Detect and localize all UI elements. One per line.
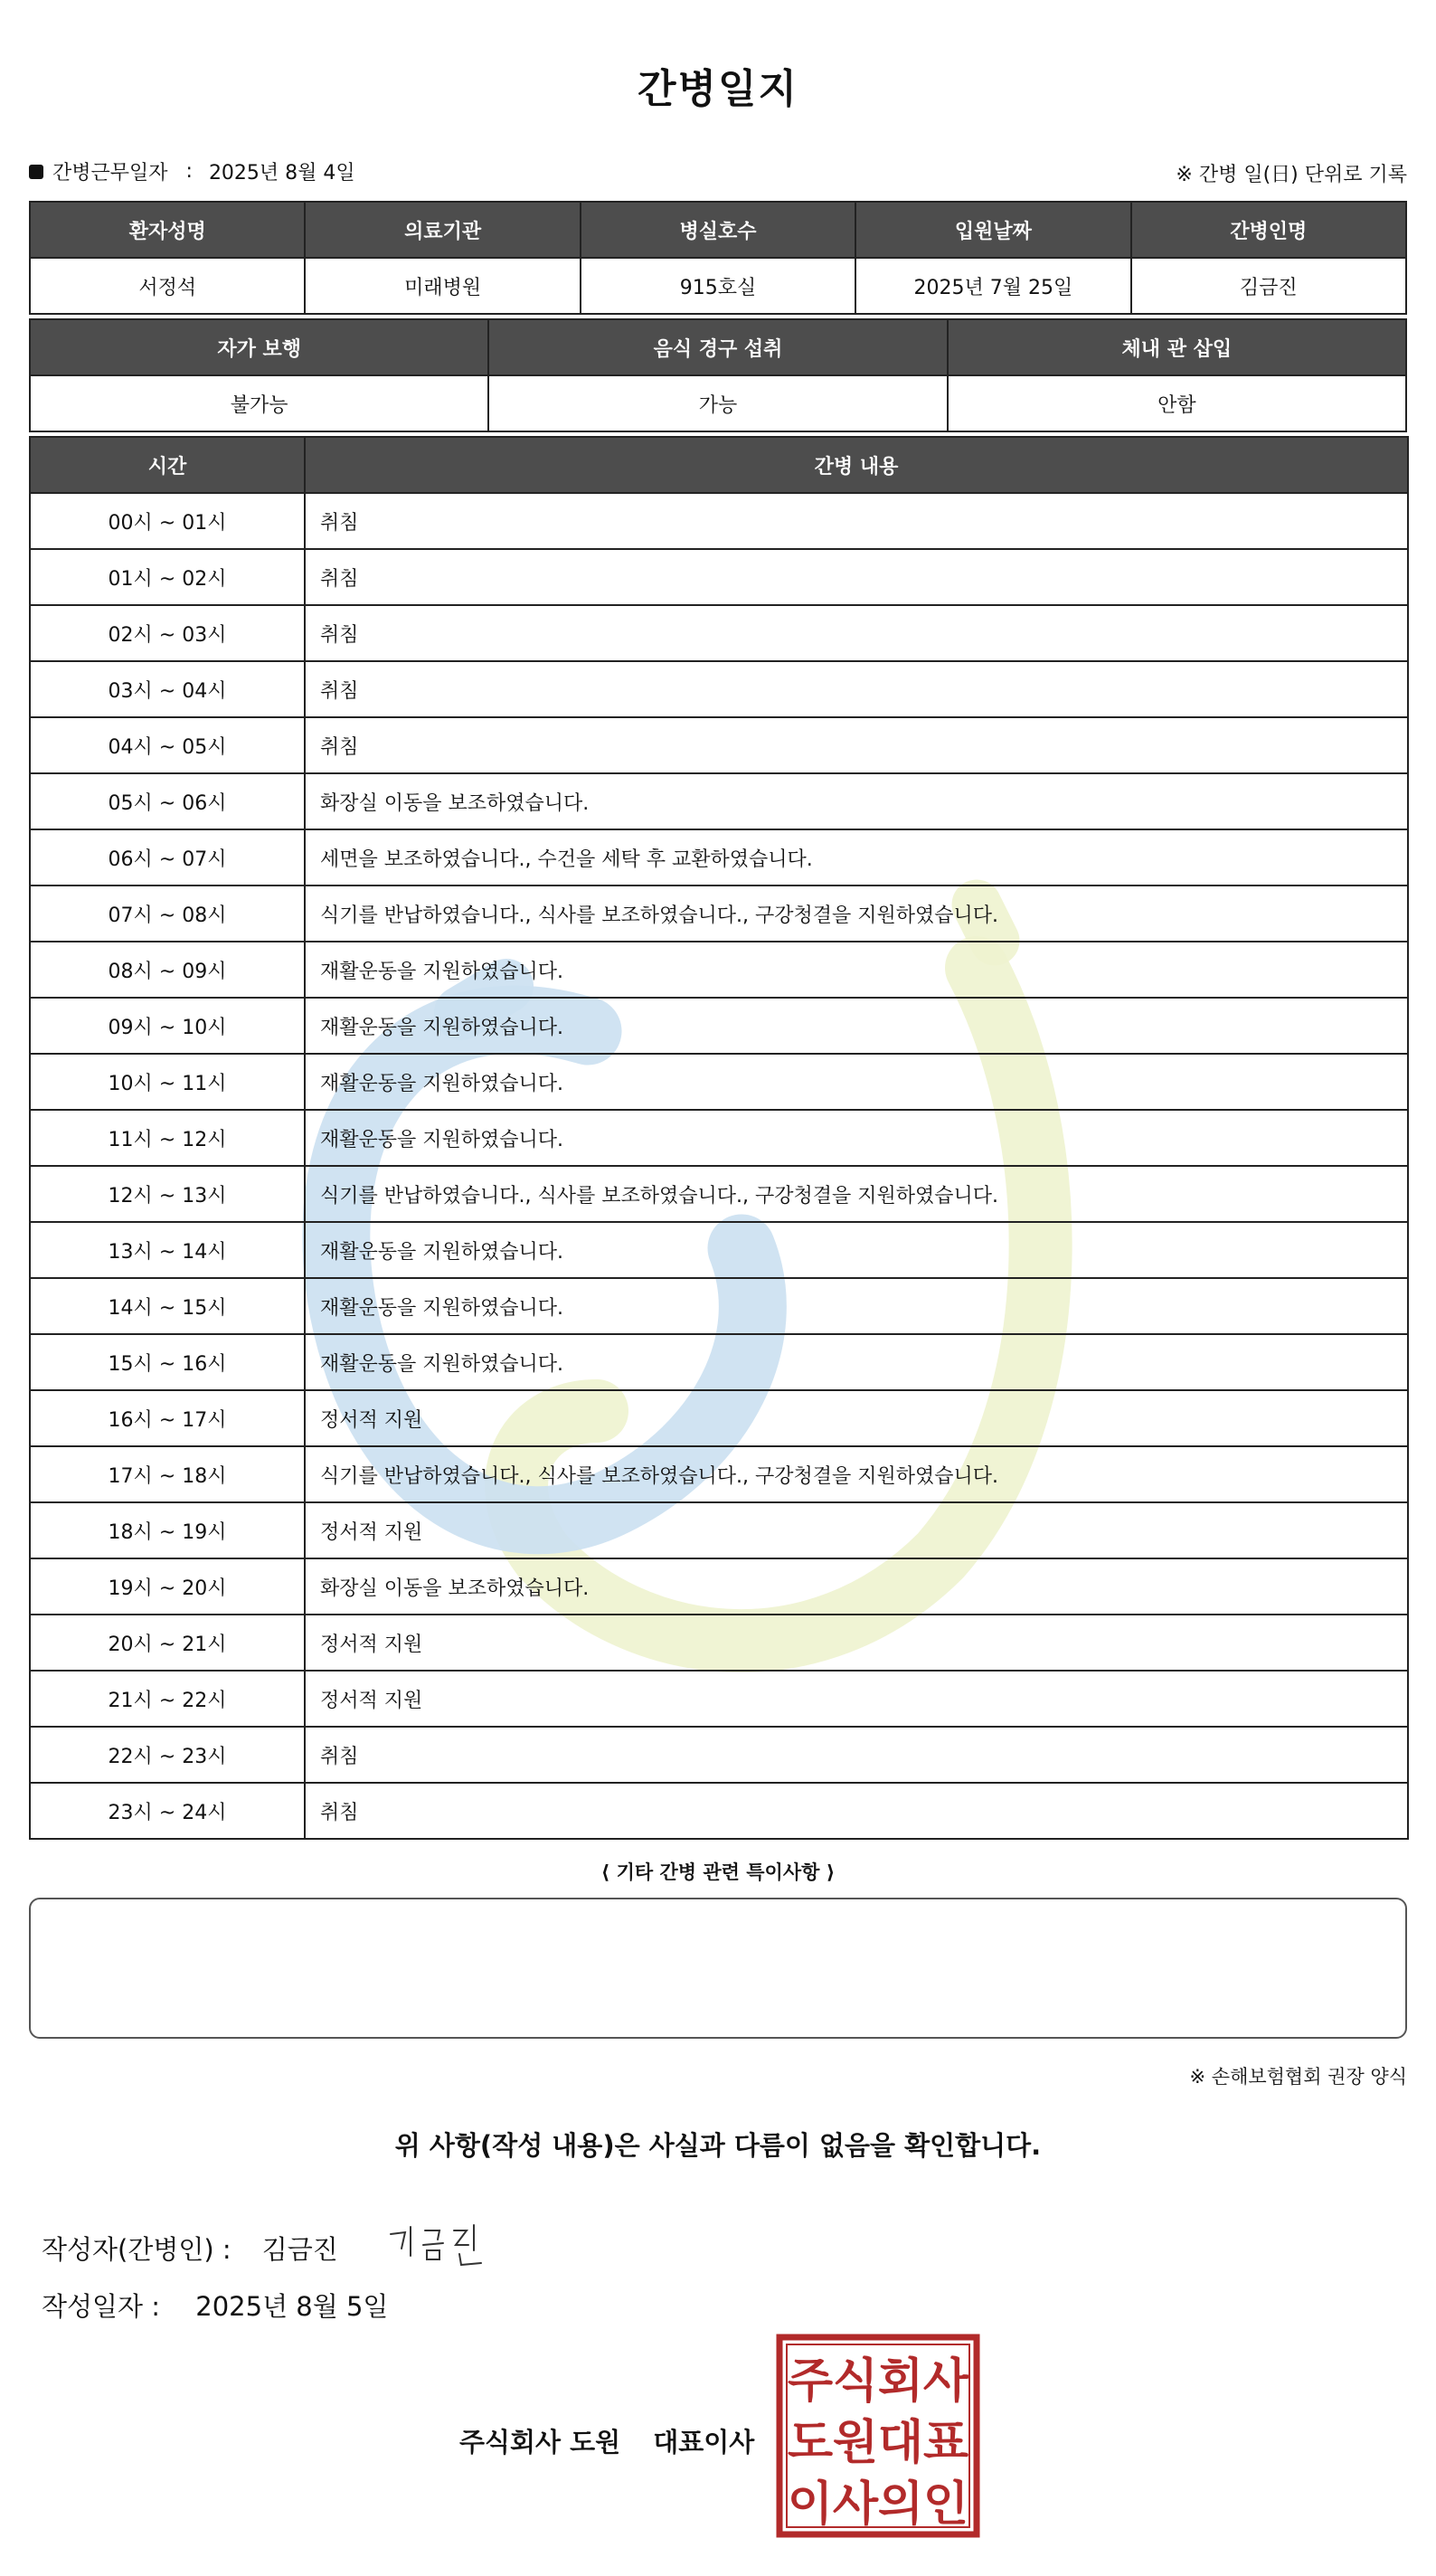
care-content-cell: 식기를 반납하였습니다., 식사를 보조하였습니다., 구강청결을 지원하였습니다.: [305, 1446, 1408, 1502]
care-content-cell: 취침: [305, 661, 1408, 717]
table-row: [30, 998, 1408, 1054]
time-cell: 23시 ~ 24시: [30, 1783, 305, 1839]
written-date-value: 2025년 8월 5일: [195, 2291, 389, 2322]
written-date-line: [42, 2287, 388, 2324]
oral-intake-value: 가능: [488, 375, 947, 431]
care-content-cell: 재활운동을 지원하였습니다.: [305, 1054, 1408, 1110]
care-content-cell: 취침: [305, 605, 1408, 661]
special-notes-title: ⟨ 기타 간병 관련 특이사항 ⟩: [600, 1861, 836, 1883]
patient-name: 서정석: [30, 258, 305, 314]
time-cell: 09시 ~ 10시: [30, 998, 305, 1054]
table-row: [30, 605, 1408, 661]
svg-text:식: 식: [832, 2354, 879, 2409]
svg-text:도: 도: [787, 2416, 834, 2470]
special-notes-box[interactable]: [29, 1898, 1407, 2039]
header-admission-date: 입원날짜: [855, 202, 1130, 258]
work-date: [29, 157, 355, 185]
written-date-label: 작성일자 :: [42, 2291, 161, 2322]
confirmation-statement: 위 사항(작성 내용)은 사실과 다름이 없음을 확인합니다.: [394, 2130, 1042, 2161]
time-cell: 00시 ~ 01시: [30, 493, 305, 549]
meta-row: [29, 157, 1407, 186]
table-row: [30, 829, 1408, 886]
patient-header-row: [30, 202, 1406, 258]
time-cell: 14시 ~ 15시: [30, 1278, 305, 1334]
time-cell: 15시 ~ 16시: [30, 1334, 305, 1390]
table-row: [30, 1783, 1408, 1839]
care-content-cell: 취침: [305, 549, 1408, 605]
writer-name: 김금진: [261, 2234, 338, 2265]
svg-text:표: 표: [922, 2416, 969, 2470]
writer-label: 작성자(간병인) :: [42, 2234, 231, 2265]
self-walking-value: 불가능: [30, 375, 488, 431]
care-content-cell: 정서적 지원: [305, 1390, 1408, 1446]
header-self-walking: 자가 보행: [30, 319, 488, 375]
table-row: [30, 1166, 1408, 1222]
company-title: 대표이사: [653, 2427, 755, 2458]
company-seal: [776, 2334, 980, 2538]
header-hospital: 의료기관: [305, 202, 580, 258]
nursing-log-page: [29, 0, 1407, 2576]
care-content-cell: 세면을 보조하였습니다., 수건을 세탁 후 교환하였습니다.: [305, 829, 1408, 886]
table-row: [30, 1222, 1408, 1278]
company-line: [459, 2422, 754, 2459]
svg-text:의: 의: [877, 2477, 924, 2532]
svg-text:주: 주: [787, 2354, 834, 2409]
page-title: 간병일지: [637, 66, 798, 112]
form-note: ※ 손해보험협회 권장 양식: [1189, 2066, 1407, 2088]
writer-line: [42, 2218, 501, 2278]
care-content-cell: 정서적 지원: [305, 1502, 1408, 1558]
table-row: [30, 773, 1408, 829]
care-content-cell: 식기를 반납하였습니다., 식사를 보조하였습니다., 구강청결을 지원하였습니다.: [305, 1166, 1408, 1222]
table-row: [30, 1615, 1408, 1671]
header-oral-intake: 음식 경구 섭취: [488, 319, 947, 375]
header-tube-insertion: 체내 관 삽입: [948, 319, 1406, 375]
patient-status-table: [29, 318, 1407, 432]
time-cell: 18시 ~ 19시: [30, 1502, 305, 1558]
time-cell: 06시 ~ 07시: [30, 829, 305, 886]
header-room: 병실호수: [581, 202, 855, 258]
status-header-row: [30, 319, 1406, 375]
table-row: [30, 661, 1408, 717]
table-row: [30, 1278, 1408, 1334]
admission-date: 2025년 7월 25일: [855, 258, 1130, 314]
table-row: [30, 1671, 1408, 1727]
record-note: ※ 간병 일(日) 단위로 기록: [1176, 164, 1407, 186]
work-date-label: 간병근무일자: [52, 162, 168, 185]
svg-text:대: 대: [877, 2416, 924, 2470]
time-cell: 20시 ~ 21시: [30, 1615, 305, 1671]
header-caregiver-name: 간병인명: [1131, 202, 1406, 258]
header-care-content: 간병 내용: [305, 437, 1408, 493]
time-cell: 17시 ~ 18시: [30, 1446, 305, 1502]
table-row: [30, 1558, 1408, 1615]
care-content-cell: 취침: [305, 717, 1408, 773]
care-content-cell: 취침: [305, 1727, 1408, 1783]
care-content-cell: 재활운동을 지원하였습니다.: [305, 1110, 1408, 1166]
time-cell: 19시 ~ 20시: [30, 1558, 305, 1615]
svg-text:인: 인: [922, 2477, 969, 2532]
table-row: [30, 717, 1408, 773]
time-cell: 01시 ~ 02시: [30, 549, 305, 605]
log-body: [30, 493, 1408, 1839]
time-cell: 12시 ~ 13시: [30, 1166, 305, 1222]
svg-text:사: 사: [922, 2354, 969, 2409]
svg-text:원: 원: [832, 2416, 879, 2470]
table-row: [30, 886, 1408, 942]
log-header-row: [30, 437, 1408, 493]
time-cell: 03시 ~ 04시: [30, 661, 305, 717]
care-content-cell: 재활운동을 지원하였습니다.: [305, 1278, 1408, 1334]
table-row: [30, 1502, 1408, 1558]
hospital-name: 미래병원: [305, 258, 580, 314]
handwritten-signature: [383, 2218, 501, 2278]
work-date-value: 2025년 8월 4일: [208, 162, 355, 185]
time-cell: 08시 ~ 09시: [30, 942, 305, 998]
time-cell: 11시 ~ 12시: [30, 1110, 305, 1166]
care-content-cell: 재활운동을 지원하였습니다.: [305, 942, 1408, 998]
table-row: [30, 1334, 1408, 1390]
care-content-cell: 화장실 이동을 보조하였습니다.: [305, 773, 1408, 829]
care-log-table: [29, 436, 1409, 1840]
status-value-row: [30, 375, 1406, 431]
svg-text:이: 이: [787, 2477, 834, 2532]
bullet-square-icon: [29, 165, 43, 179]
time-cell: 05시 ~ 06시: [30, 773, 305, 829]
care-content-cell: 취침: [305, 493, 1408, 549]
svg-text:사: 사: [832, 2477, 879, 2532]
care-content-cell: 화장실 이동을 보조하였습니다.: [305, 1558, 1408, 1615]
room-number: 915호실: [581, 258, 855, 314]
table-row: [30, 493, 1408, 549]
time-cell: 07시 ~ 08시: [30, 886, 305, 942]
table-row: [30, 1446, 1408, 1502]
header-patient-name: 환자성명: [30, 202, 305, 258]
care-content-cell: 재활운동을 지원하였습니다.: [305, 998, 1408, 1054]
svg-text:회: 회: [877, 2354, 924, 2409]
time-cell: 13시 ~ 14시: [30, 1222, 305, 1278]
table-row: [30, 1390, 1408, 1446]
table-row: [30, 1054, 1408, 1110]
time-cell: 10시 ~ 11시: [30, 1054, 305, 1110]
table-row: [30, 549, 1408, 605]
table-row: [30, 942, 1408, 998]
caregiver-name: 김금진: [1131, 258, 1406, 314]
patient-value-row: [30, 258, 1406, 314]
care-content-cell: 정서적 지원: [305, 1615, 1408, 1671]
table-row: [30, 1110, 1408, 1166]
header-time: 시간: [30, 437, 305, 493]
care-content-cell: 정서적 지원: [305, 1671, 1408, 1727]
care-content-cell: 취침: [305, 1783, 1408, 1839]
signature-icon: [383, 2218, 501, 2272]
care-content-cell: 재활운동을 지원하였습니다.: [305, 1334, 1408, 1390]
company-name: 주식회사 도원: [459, 2427, 621, 2458]
table-row: [30, 1727, 1408, 1783]
time-cell: 22시 ~ 23시: [30, 1727, 305, 1783]
work-date-colon: :: [185, 160, 193, 183]
time-cell: 04시 ~ 05시: [30, 717, 305, 773]
patient-info-table: [29, 201, 1407, 315]
tube-insertion-value: 안함: [948, 375, 1406, 431]
care-content-cell: 재활운동을 지원하였습니다.: [305, 1222, 1408, 1278]
time-cell: 02시 ~ 03시: [30, 605, 305, 661]
time-cell: 21시 ~ 22시: [30, 1671, 305, 1727]
care-content-cell: 식기를 반납하였습니다., 식사를 보조하였습니다., 구강청결을 지원하였습니다.: [305, 886, 1408, 942]
time-cell: 16시 ~ 17시: [30, 1390, 305, 1446]
